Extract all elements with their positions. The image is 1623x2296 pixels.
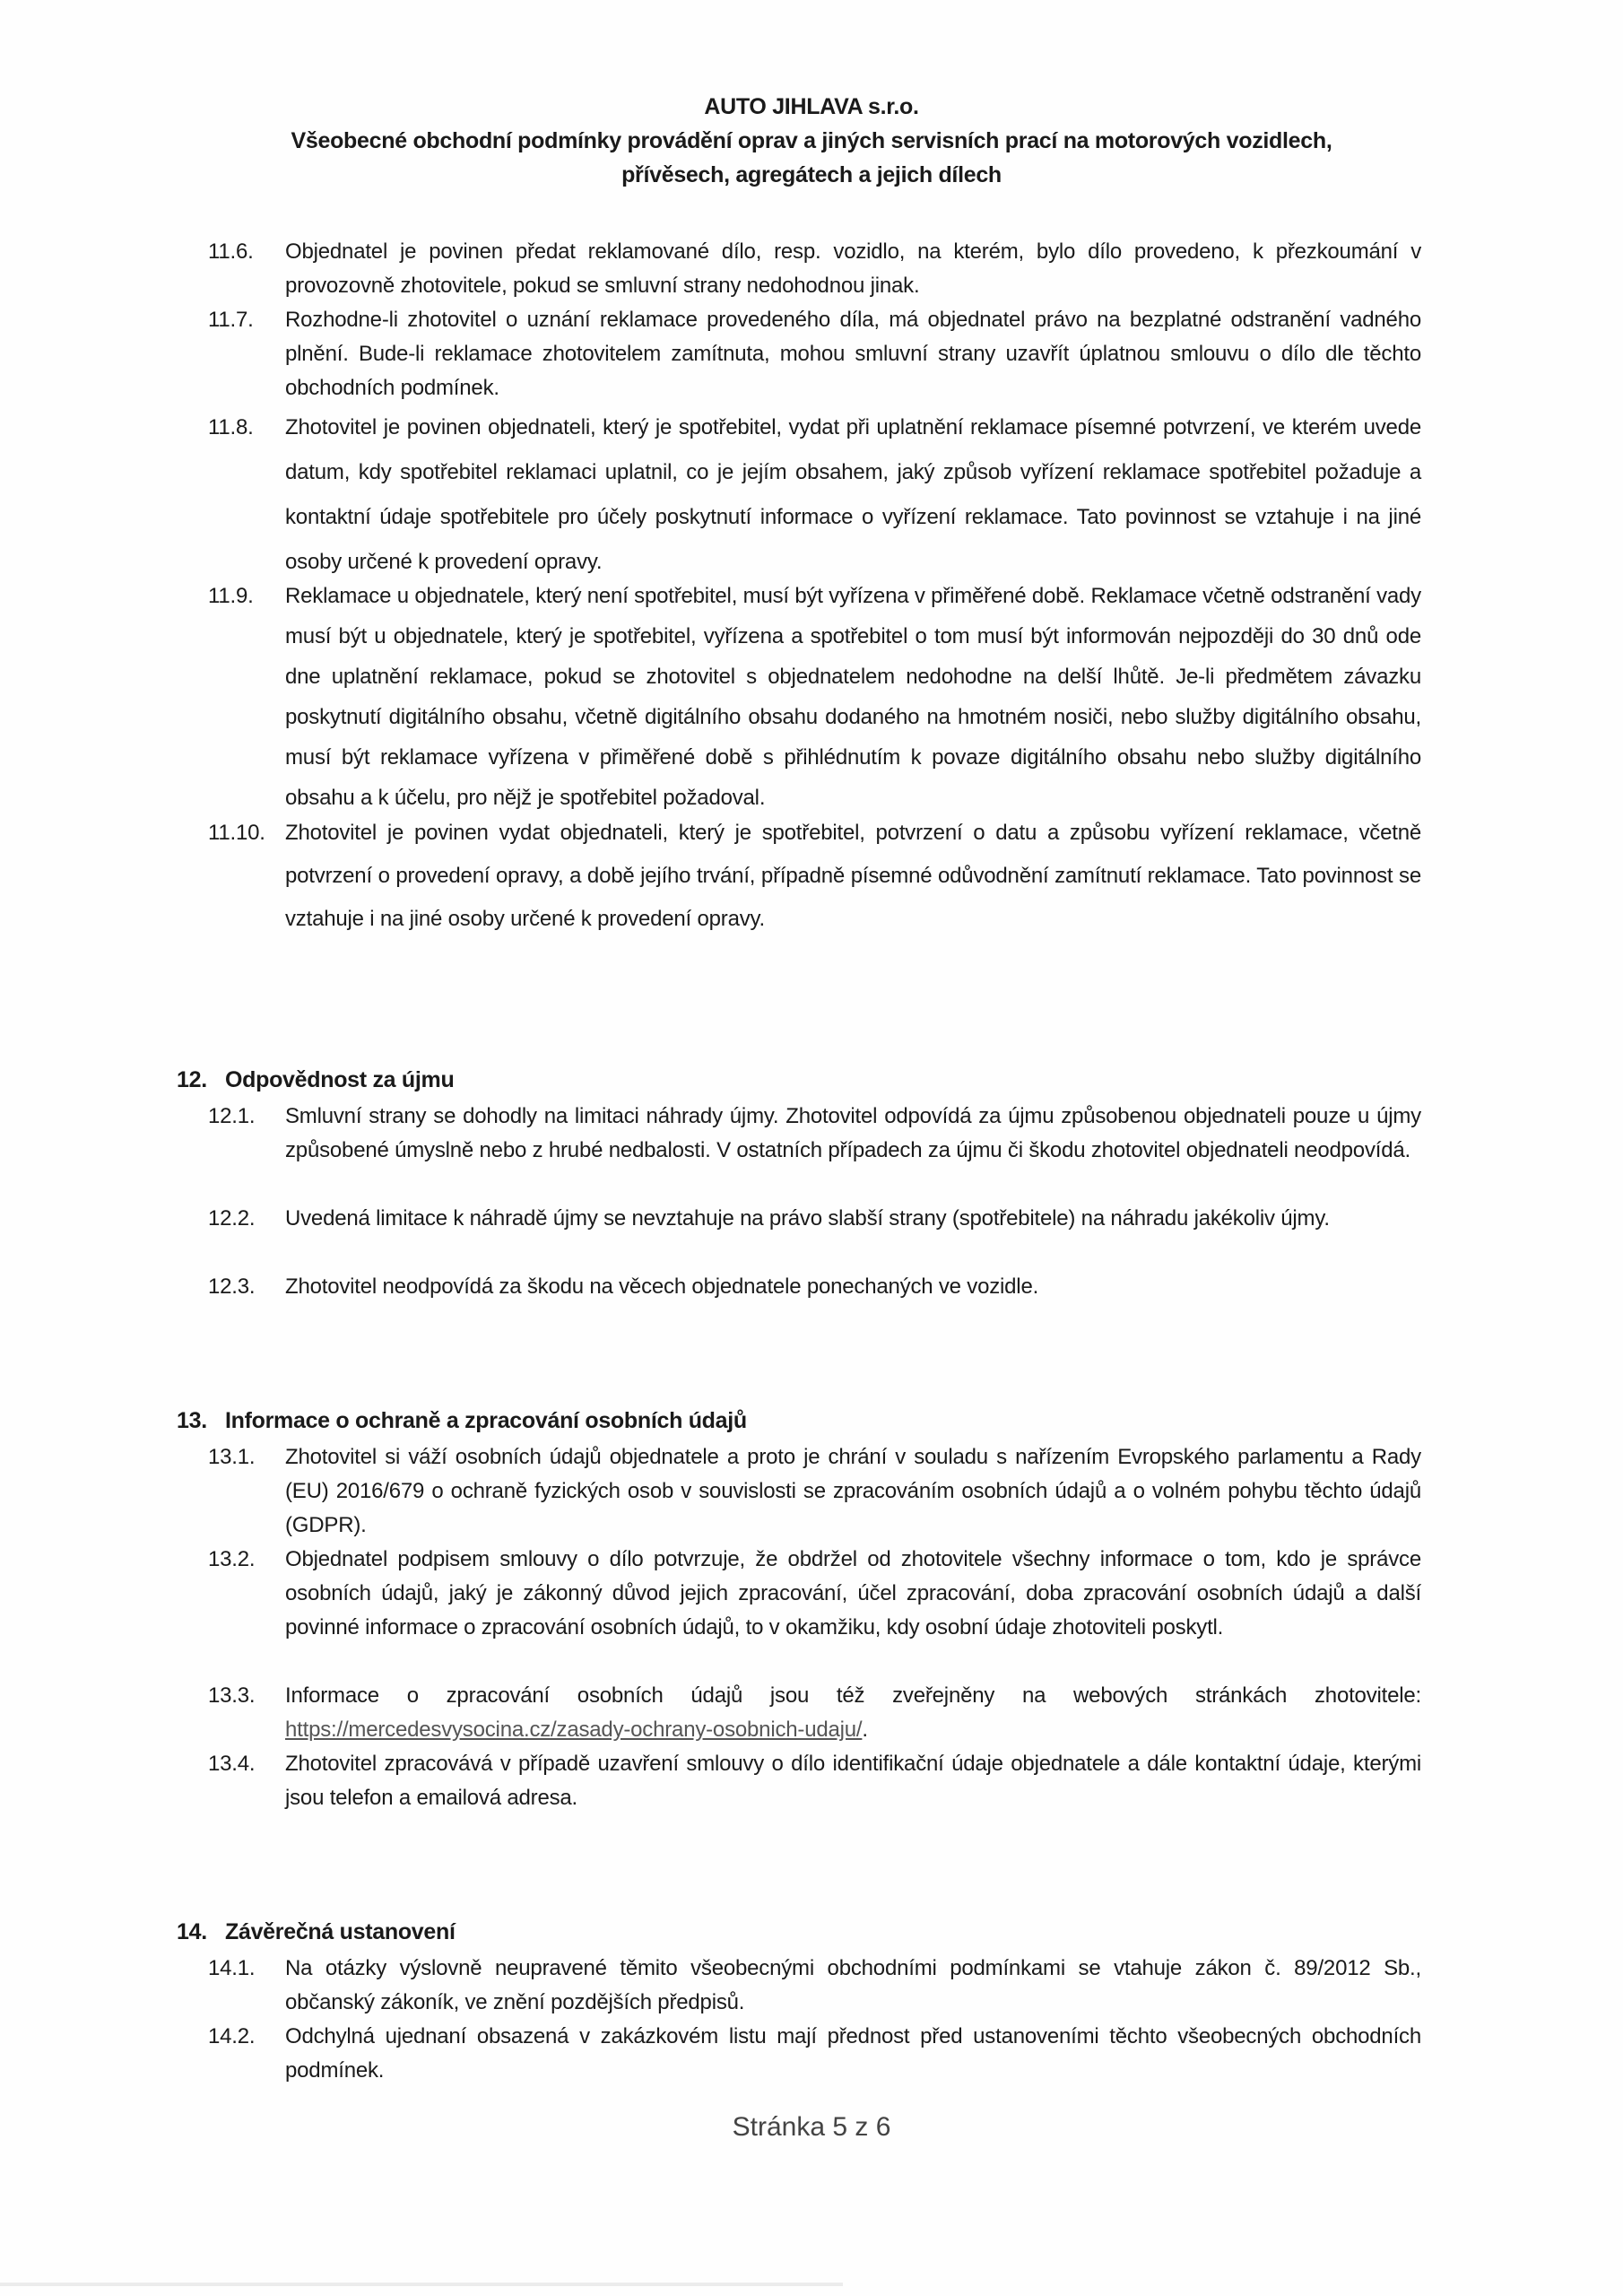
section-number: 14.: [177, 1919, 207, 1944]
clause-text: Zhotovitel je povinen objednateli, který je spotřebitel, vydat při uplatnění reklamace písemné potvrzení, ve kterém uvede datum, kdy spotřebitel reklamaci uplatnil, co je jejím obsahem, jaký způsob vyřízení reklamace spotřebitel požaduje a kontaktní údaje spotřebitele pro účely poskytnutí informace o vyřízení reklamace. Tato povinnost se vztahuje i na jiné osoby určené k provedení opravy.: [285, 415, 1421, 574]
clause-number: 12.1.: [208, 1104, 256, 1128]
document-title-line2: přívěsech, agregátech a jejich dílech: [621, 162, 1002, 187]
clause-11-9: [208, 576, 1421, 818]
section-heading-14: [177, 1919, 456, 1945]
company-name: AUTO JIHLAVA s.r.o.: [704, 94, 919, 119]
clause-text-end: .: [862, 1718, 868, 1742]
clause-14-1: [208, 1952, 1421, 2020]
clause-number: 12.3.: [208, 1274, 256, 1299]
clause-14-2: [208, 2020, 1421, 2088]
clause-number: 11.7.: [208, 308, 254, 332]
clause-text: [285, 1679, 1421, 1747]
clause-12-2: [208, 1202, 1421, 1236]
clause-text: Uvedená limitace k náhradě újmy se nevztahuje na právo slabší strany (spotřebitele) na náhradu jakékoliv újmy.: [285, 1206, 1330, 1231]
clause-text: Zhotovitel si váží osobních údajů objednatele a proto je chrání v souladu s nařízením Evropského parlamentu a Rady (EU) 2016/679 o ochraně fyzických osob v souvislosti se zpracováním osobních údajů a o volném pohybu těchto údajů (GDPR).: [285, 1445, 1421, 1537]
clause-number: 14.1.: [208, 1956, 256, 1980]
section-title: Závěrečná ustanovení: [225, 1919, 456, 1944]
clause-text: Odchylná ujednaní obsazená v zakázkovém listu mají přednost před ustanoveními těchto všeobecných obchodních podmínek.: [285, 2024, 1421, 2083]
clause-12-3: [208, 1270, 1421, 1304]
clause-number: 11.10.: [208, 821, 265, 845]
clause-number: 12.2.: [208, 1206, 256, 1231]
clause-text: Rozhodne-li zhotovitel o uznání reklamace provedeného díla, má objednatel právo na bezplatné odstranění vadného plnění. Bude-li reklamace zhotovitelem zamítnuta, mohou smluvní strany uzavřít úplatnou smlouvu o dílo dle těchto obchodních podmínek.: [285, 308, 1421, 400]
clause-11-8: [208, 405, 1421, 585]
clause-number: 13.3.: [208, 1683, 256, 1708]
section-number: 12.: [177, 1067, 207, 1092]
clause-text: Smluvní strany se dohodly na limitaci náhrady újmy. Zhotovitel odpovídá za újmu způsobenou objednateli pouze u újmy způsobené úmyslně nebo z hrubé nedbalosti. V ostatních případech za újmu či škodu zhotovitel objednateli neodpovídá.: [285, 1104, 1421, 1162]
clause-text: Zhotovitel je povinen vydat objednateli, který je spotřebitel, potvrzení o datu a způsobu vyřízení reklamace, včetně potvrzení o provedení opravy, a době jejího trvání, případně písemné odůvodnění zamítnutí reklamace. Tato povinnost se vztahuje i na jiné osoby určené k provedení opravy.: [285, 821, 1421, 931]
clause-number: 11.6.: [208, 239, 254, 264]
clause-number: 11.9.: [208, 584, 254, 608]
section-heading-12: [177, 1067, 454, 1093]
page-number: Stránka 5 z 6: [732, 2112, 891, 2142]
clause-number: 13.4.: [208, 1752, 256, 1776]
clause-number: 13.1.: [208, 1445, 256, 1469]
privacy-policy-link[interactable]: https://mercedesvysocina.cz/zasady-ochrany-osobnich-udaju/: [285, 1718, 863, 1742]
clause-number: 11.8.: [208, 415, 254, 439]
clause-text: Zhotovitel zpracovává v případě uzavření smlouvy o dílo identifikační údaje objednatele a dále kontaktní údaje, kterými jsou telefon a emailová adresa.: [285, 1752, 1421, 1810]
clause-number: 13.2.: [208, 1547, 256, 1571]
clause-13-3: [208, 1679, 1421, 1747]
section-number: 13.: [177, 1408, 207, 1433]
clause-11-6: [208, 235, 1421, 303]
clause-text: Na otázky výslovně neupravené těmito všeobecnými obchodními podmínkami se vtahuje zákon č. 89/2012 Sb., občanský zákoník, ve znění pozdějších předpisů.: [285, 1956, 1421, 2014]
section-title: Informace o ochraně a zpracování osobních údajů: [225, 1408, 747, 1433]
scan-artifact-divider: [0, 2283, 843, 2286]
clause-12-1: [208, 1100, 1421, 1168]
clause-13-4: [208, 1747, 1421, 1815]
clause-text-body: Informace o zpracování osobních údajů jsou též zveřejněny na webových stránkách zhotovitele:: [285, 1683, 1421, 1708]
document-header: [0, 90, 1623, 192]
clause-text: Objednatel je povinen předat reklamované dílo, resp. vozidlo, na kterém, bylo dílo provedeno, k přezkoumání v provozovně zhotovitele, pokud se smluvní strany nedohodnou jinak.: [285, 239, 1421, 298]
section-title: Odpovědnost za újmu: [225, 1067, 455, 1092]
clause-11-10: [208, 812, 1421, 941]
clause-text: Reklamace u objednatele, který není spotřebitel, musí být vyřízena v přiměřené době. Reklamace včetně odstranění vady musí být u objednatele, který je spotřebitel, vyřízena a spotřebitel o tom musí být informován nejpozději do 30 dnů ode dne uplatnění reklamace, pokud se zhotovitel s objednatelem nedohodne na delší lhůtě. Je-li předmětem závazku poskytnutí digitálního obsahu, včetně digitálního obsahu dodaného na hmotném nosiči, nebo služby digitálního obsahu, musí být reklamace vyřízena v přiměřené době s přihlédnutím k povaze digitálního obsahu nebo služby digitálního obsahu a k účelu, pro nějž je spotřebitel požadoval.: [285, 584, 1421, 810]
section-heading-13: [177, 1408, 747, 1434]
clause-number: 14.2.: [208, 2024, 256, 2048]
clause-text: Zhotovitel neodpovídá za škodu na věcech objednatele ponechaných ve vozidle.: [285, 1274, 1039, 1299]
clause-11-7: [208, 303, 1421, 405]
clause-text: Objednatel podpisem smlouvy o dílo potvrzuje, že obdržel od zhotovitele všechny informace o tom, kdo je správce osobních údajů, jaký je zákonný důvod jejich zpracování, účel zpracování, doba zpracování osobních údajů a další povinné informace o zpracování osobních údajů, to v okamžiku, kdy osobní údaje zhotoviteli poskytl.: [285, 1547, 1421, 1639]
clause-13-2: [208, 1543, 1421, 1645]
clause-13-1: [208, 1440, 1421, 1543]
document-title-line1: Všeobecné obchodní podmínky provádění oprav a jiných servisních prací na motorových vozidlech,: [291, 128, 1332, 153]
